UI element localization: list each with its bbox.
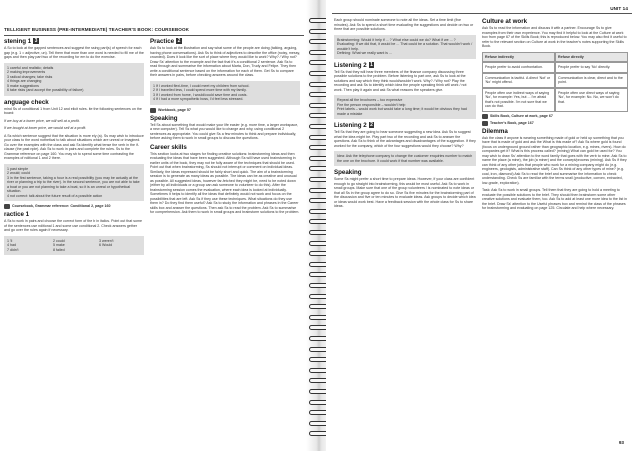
paragraph: Ask the class if anyone is wearing something made of gold or held up something that you have that is made of gold and ask the What is this made of? Ask Ss where gold is found (focus on underground ground rather than geographic location, e.g. mines, rivers). How do companies get it? What is this process called? (mining) What can gold be used for? You may wish to draw Ss' attention to the word family that goes with the verb to mine. Ask Ss to name the place (a mine), the job (a miner) and the concept/process (mining). Ask Ss if they can think of any other jobs that people who work for a mining company might do (e.g. engineers, geologists, administrative staff). Can Ss think of any other types of mine? (e.g. coal, iron, diamond) Ask Ss to read the brief and summarise the information to check understanding. Check Ss are familiar with the terms snail (productive, convex, extracted, low-grade, exploration).: [482, 135, 627, 185]
answer-line: 5 make suggestions: [7, 83, 39, 88]
right-page: [326, 0, 638, 451]
skills-book-reference: Skills Book, Culture at work, page 67: [482, 114, 628, 119]
page-number: 93: [618, 440, 624, 445]
section-heading: Listening 2 2: [334, 122, 373, 129]
answer-box: [4, 63, 144, 96]
paragraph: Tell Ss about something that would make your life easier (e.g. more time, a larger workspace, a new computer). Tell Ss what you would like to change and why, using conditional 2 sentences as appropriate. You could give Ss a few minutes to think and prepare individually, before asking them to work in small groups to discuss the questions.: [150, 122, 299, 140]
paragraph: This section looks at two stages for finding creative solutions: brainstorming ideas and then evaluating the ideas that have been suggested. Although Ss will have used brainstorming in earlier units of the book, they may not be fully aware of the techniques that should be used. Point out that when brainstorming, Ss should not interrupt or comment on individual ideas. Similarly, the ideas expressed should be fairly short and quick. The aim of a brainstorming session is to generate as many ideas as possible. The ideas can be as creative and unusual as possible. All suggested ideas, however far-fetched they might be, need to be noted down (either by all individuals or a group can ask someone to volunteer to do this). After the brainstorming session comes the evaluation, where each idea is looked at individually. Sometimes it helps to identify all the ideas that definitely would not work and focus on the possibilities that are left. Ask Ss if they use these techniques. What situations do they use them in? Do they find them useful? Ask Ss to study the information and phrases in the Career skills box and answer the questions. Then ask Ss to read the problem. Ask Ss to summarise for comprehension. Ask them to work in small groups and brainstorm solutions to the problem.: [150, 151, 300, 214]
answer-line: Print labels – would work but would take a long time; it would be obvious they had made a mistake: [337, 107, 467, 116]
answer-line: 2 making improvements: [7, 70, 46, 74]
phrase-line: Brainstorming: Would it help if ... ? What else could we do? What if we ... ?: [337, 37, 456, 42]
phrase-line: Evaluating: If we did that, it would be ... That could be a solution. That wouldn't work / wouldn't help.: [337, 42, 473, 51]
answer-line: 4 not correct: talk about the future result of a possible action: [7, 193, 103, 198]
answer-box: [150, 81, 300, 105]
teachers-book-reference: Teacher's Book, page 167: [482, 121, 628, 126]
section-heading: Career skills: [150, 143, 187, 151]
grammar-reference: Coursebook, Grammar reference: Conditional 2, page 160: [4, 204, 144, 209]
answer-box: Idea: Ask the telephone company to change the customer enquiries number to match the one on the brochure. It could work if that number was available.: [334, 151, 476, 166]
example-1: If we buy at a lower price, we will sell at a profit.: [4, 118, 80, 123]
answer-line: 6 take risks (and accept the possibility of failure): [7, 88, 84, 92]
header-rule: [332, 13, 632, 14]
column-1: [4, 38, 144, 257]
answer-grid: [4, 236, 144, 256]
section-heading: Practice 2: [150, 38, 181, 45]
answer-cell: 8 failed: [53, 247, 65, 252]
workbook-reference: Workbook, page 57: [150, 108, 300, 113]
answer-line: 2 would; could: [7, 171, 30, 175]
section-heading: ractice 1: [4, 211, 30, 218]
paragraph: A So to look at the gapped sentences and suggest the ssing part(s) of speech for each gap (e.g. 1 = adjective, un). Tell them that more than one word is needed to fill me of the gaps and then play part two of the recording for em to do the exercise.: [4, 46, 144, 59]
answer-cell: 6 Would: [99, 243, 113, 247]
book-icon: [4, 204, 10, 209]
table-cell: Communication is tactful. A direct 'Not' or 'No' might offend.: [482, 73, 555, 88]
paragraph: A Ss to work in pairs and choose the correct form of the b in italics. Point out that some of the sentences use nditional 1 and some use conditional 2. Check answers gether and go over the rules again if necessary.: [4, 219, 143, 232]
answer-line: 1 careful and realistic; details: [7, 65, 54, 70]
table-cell: People prefer to say 'No' directly.: [555, 62, 628, 73]
answer-box: [4, 164, 144, 202]
section-heading: anguage check: [4, 98, 49, 106]
paragraph: Task: Ask Ss to work in small groups. Tell them that they are going to hold a meeting to evaluate the possible solutions to the brief. They should then brainstorm some other creative solutions and evaluate them, too. Ask Ss to add at least one more idea to the list in the brief. Draw Ss' attention to the Useful phrases box and remind the class of the phrases for brainstorming and evaluating on page 125. Circulate and help where necessary.: [482, 188, 628, 210]
running-header: TELLIGENT BUSINESS (PRE-INTERMEDIATE) TEACHER'S BOOK: COURSEBOOK: [4, 27, 190, 32]
answer-line: Repeat all the brochures – too expensive: [337, 98, 403, 102]
answer-cell: 5 make: [53, 243, 65, 247]
answer-line: 3 If I worked from home, I would/could save time and costs.: [153, 92, 248, 97]
column-2: [150, 38, 300, 218]
section-heading: Culture at work: [482, 18, 528, 25]
answer-line: 4 If I had a more sympathetic boss, I'd feel less stressed.: [153, 97, 244, 101]
answer-cell: 1 'll: [7, 238, 13, 243]
section-heading: Speaking: [334, 169, 362, 176]
header-rule: [4, 35, 304, 36]
section-heading: Dilemma: [482, 127, 508, 135]
left-page: [0, 0, 312, 451]
phrase-line: Defining: What we really want is ...: [337, 51, 392, 55]
answer-line: 3 in the first sentence, taking a hour is a real possibility (you may be actually at the river or planning a trip to the river). In the second sentence, you are not able to take a boat or you are not planning to take a boat, so it is an unreal or hypothetical situation.: [7, 175, 140, 193]
table-cell: People often use indirect ways of saying 'No', for example: Yes, but ... I'm afraid that's not possible. I'm not sure that we can do that.: [482, 88, 555, 112]
answer-box: [334, 95, 476, 119]
paragraph: Ask Ss to read the information and discuss it with a partner. Encourage Ss to give examples from their own experience. You may find it helpful to look at the Culture at work box from page 67 of the Skills Book; this is reproduced below. You may also find it useful to refer to the relevant section on Culture at work in the teacher's notes supporting the Skills Book.: [482, 26, 627, 48]
book-icon: [482, 114, 488, 119]
answer-line: 3 radical changes; take risks: [7, 74, 53, 79]
paragraph: A Ss which sentence suggest that the situation is more ely (a). Ss may wish to introduce your class to the word nothetical to talk about situations which are unreal or imagined. Go over the examples with the class and ask Ss identify what tense the verb in the if-clause (the past nple). Ask Ss to work in pairs and complete the rules. Ss to the Grammar reference on page 160. You may sh to spend some time contrasting the examples of nditional 1 and 2 there.: [4, 133, 144, 160]
paragraph: Tell Ss that they are going to hear someone suggesting a new idea. Ask Ss to suggest what the idea might be. Play part two of the recording and ask Ss to answer the questions. Ask Ss to think of the advantages and disadvantages of the suggestion. If they worked for the company, which of the four suggestions would they choose? Why?: [334, 130, 476, 148]
answer-line: 2 If I travelled less, I could spend more time with my family.: [153, 88, 247, 92]
column-4: [482, 18, 628, 214]
answer-cell: 3 weren't: [99, 238, 114, 243]
column-3: [334, 18, 476, 212]
answer-cell: 7 didn't: [7, 247, 19, 252]
section-heading: Speaking: [150, 114, 178, 122]
section-heading: stening 1 3: [4, 38, 38, 45]
table-cell: Communication is clear, direct and to the point.: [555, 73, 628, 88]
table-cell: People prefer to avoid confrontation.: [482, 62, 555, 73]
table-header: Refuse directly: [555, 52, 628, 63]
paragraph: Some Ss might prefer a short time to prepare ideas. However, if your class are confident enough to go straight into brainstorming, this would be most useful. Ask Ss to work in small groups. Make sure that one of the group volunteers / is nominated to note ideas or that all Ss in the group agree to do so. Give Ss five minutes for the brainstorming part of the discussion and five or ten minutes to evaluate ideas. Ask groups to decide which idea or ideas would work best. Have a feedback session with the whole class for Ss to share ideas.: [334, 177, 476, 208]
answer-line: 1 past simple: [7, 166, 29, 171]
unit-header: UNIT 14: [610, 6, 628, 11]
culture-table: [482, 52, 628, 112]
paragraph: mind Ss of conditional 1 from Unit 12 and elicit rules. ite the following sentences on the board:: [4, 106, 142, 115]
paragraph: Tell Ss that they will hear three members of the finance company discussing three possible solutions to the problem. Before listening to part one, ask Ss to look at the solutions and say which they think would/wouldn't work. Why? / Why not? Play the recording and ask Ss to identify which idea the people speaking think will work / not work. Then play it again and ask Ss what reasons the speakers give.: [334, 69, 467, 92]
answer-line: Fire the person responsible – wouldn't help: [337, 102, 406, 107]
book-icon: [150, 108, 156, 113]
answer-cell: 4 had: [7, 243, 16, 247]
paragraph: Ask Ss to look at the illustration and say what some of the people are doing (talking, arguing, having phone conversations). Ask Ss to think of adjectives to describe the office (noisy, messy, crowded). Does it look like the sort of place where they would like to work? Why? / Why not? Draw Ss' attention to the example and the fact that it's a conditional 2 sentence. Ask Ss to read through and summarise the information about Marta, Don, Trudy and Felipe. They then write a conditional sentence based on the information for each of them. Get Ss to compare their answers in pairs, before checking answers around the class.: [150, 46, 301, 77]
example-2: If we bought at lower price, we would sell at a profit.: [4, 126, 87, 130]
answer-line: 1 If I worked flexi-time, I could meet my children from school.: [153, 83, 250, 88]
paragraph: Each group should nominate someone to note all the ideas. Set a time limit (five minutes). Ask Ss to spend a short time evaluating the suggestions and decide on two or three that are possible solutions.: [334, 18, 474, 31]
answer-cell: 2 could: [53, 238, 65, 243]
answer-line: 4 things are changing: [7, 79, 42, 83]
table-header: Refuse indirectly: [482, 52, 555, 63]
section-heading: Listening 2 1: [334, 61, 373, 69]
book-icon: [482, 121, 488, 126]
table-cell: People often use direct ways of saying 'No', for example: No. No, we won't do that.: [555, 88, 628, 112]
phrases-box: [334, 35, 476, 59]
